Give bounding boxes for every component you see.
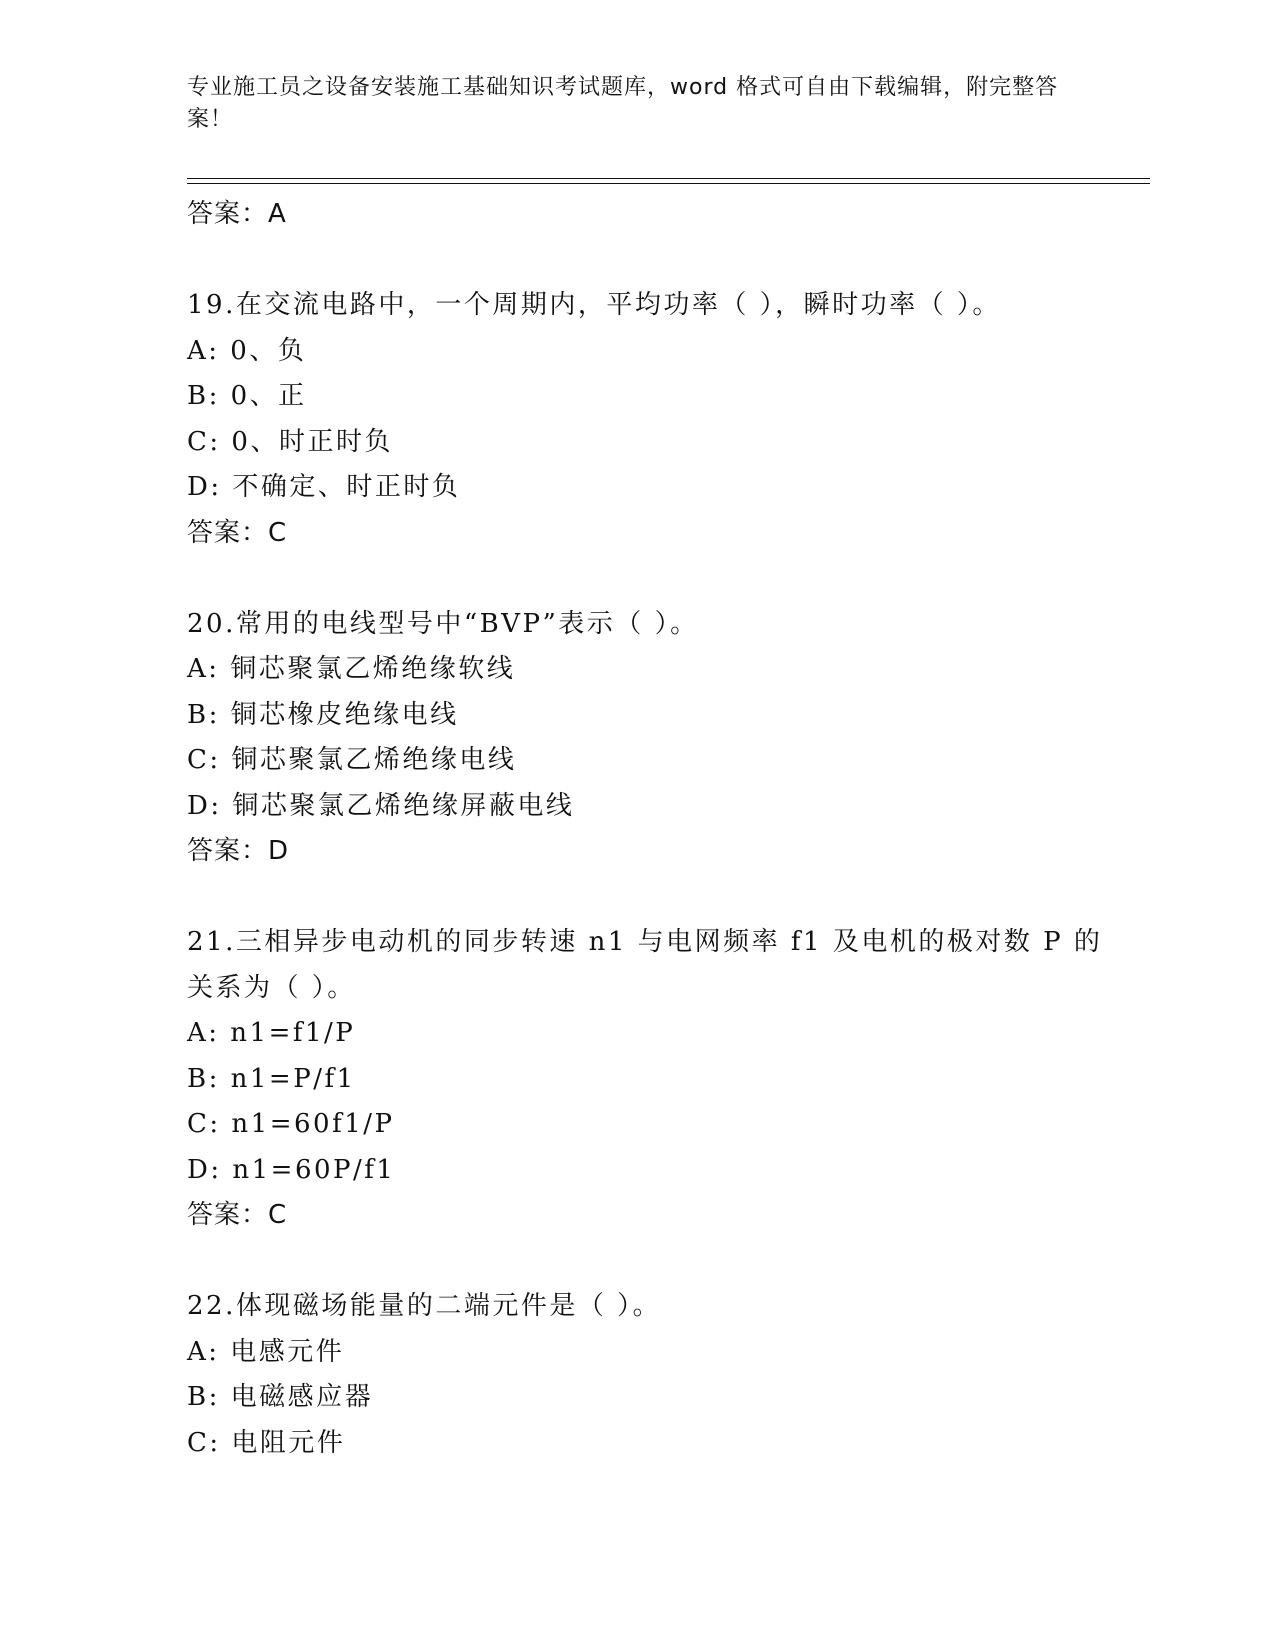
option-a: A: 0、负 [187,335,307,366]
option-c: C: 电阻元件 [187,1427,346,1458]
option-a: A: 电感元件 [187,1336,345,1367]
question-stem: 20.常用的电线型号中“BVP”表示（ ）。 [187,608,699,639]
question-stem: 22.体现磁场能量的二端元件是（ ）。 [187,1291,662,1321]
option-d: D: n1=60P/f1 [187,1154,396,1185]
question-20 [187,602,1087,875]
option-a: A: 铜芯聚氯乙烯绝缘软线 [187,654,516,684]
header-rule-bottom [187,183,1150,184]
answer-line: 答案：C [187,517,288,548]
question-19 [187,283,1087,556]
question-stem-line-2: 关系为（ ）。 [187,972,356,1003]
option-b: B: n1=P/f1 [187,1063,356,1094]
option-b: B: 0、正 [187,381,307,411]
option-b: B: 铜芯橡皮绝缘电线 [187,699,459,730]
document-header: 专业施工员之设备安装施工基础知识考试题库，word 格式可自由下载编辑，附完整答案！ [187,75,1059,132]
question-21 [187,920,1103,1239]
option-c: C: 铜芯聚氯乙烯绝缘电线 [187,745,517,775]
answer-line: 答案：D [187,836,290,866]
answer-line: 答案：C [187,1200,288,1230]
answer-line: 答案：A [187,199,287,229]
question-stem-line-1: 21.三相异步电动机的同步转速 n1 与电网频率 f1 及电机的极对数 P 的 [187,927,1103,957]
question-22 [187,1284,1087,1466]
spacer [187,875,1087,921]
option-d: D: 铜芯聚氯乙烯绝缘屏蔽电线 [187,790,575,821]
header-rule-top [187,178,1150,179]
spacer [187,1239,1087,1285]
option-a: A: n1=f1/P [187,1018,356,1048]
option-c: C: n1=60f1/P [187,1109,395,1139]
question-list [187,192,1103,1466]
option-d: D: 不确定、时正时负 [187,472,461,502]
option-b: B: 电磁感应器 [187,1382,374,1412]
spacer [187,556,1087,602]
question-stem: 19.在交流电路中，一个周期内，平均功率（ ），瞬时功率（ ）。 [187,290,1001,320]
option-c: C: 0、时正时负 [187,426,393,457]
spacer [187,238,1087,284]
